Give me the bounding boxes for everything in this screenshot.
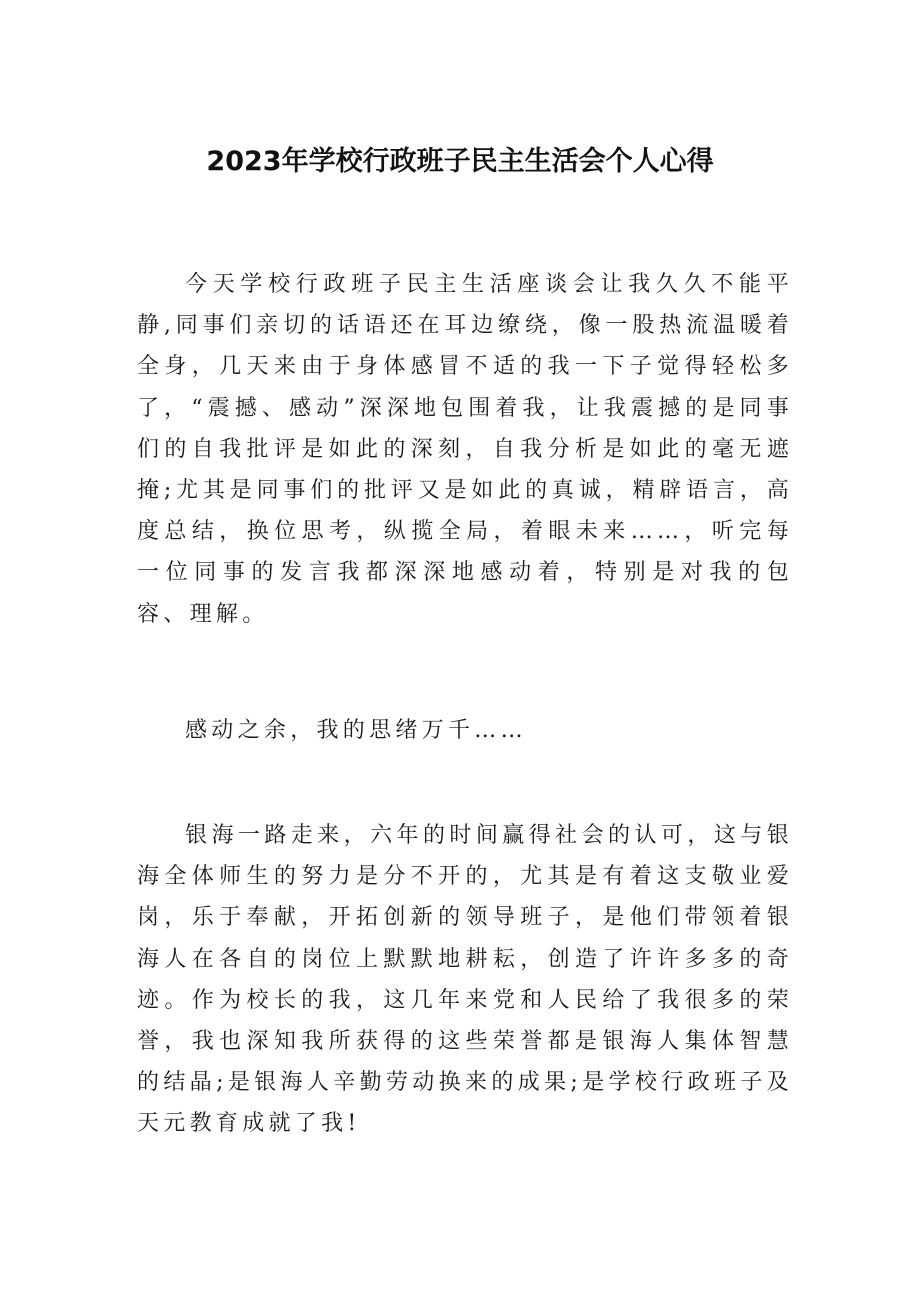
paragraph-2: 感动之余，我的思绪万千…… [185, 718, 527, 743]
paragraph-3: 银海一路走来，六年的时间赢得社会的认可，这与银海全体师生的努力是分不开的，尤其是有着这支敬业爱岗，乐于奉献，开拓创新的领导班子，是他们带领着银海人在各自的岗位上默默地耕耘，创造了许许多多的奇迹。作为校长的我，这几年来党和人民给了我很多的荣誉，我也深知我所获得的这些荣誉都是银海人集体智慧的结晶;是银海人辛勤劳动换来的成果;是学校行政班子及天元教育成就了我! [137, 823, 793, 1137]
document-title: 2023年学校行政班子民主生活会个人心得 [206, 146, 714, 177]
paragraph-1: 今天学校行政班子民主生活座谈会让我久久不能平静,同事们亲切的话语还在耳边缭绕，像一股热流温暖着全身，几天来由于身体感冒不适的我一下子觉得轻松多了，“震撼、感动”深深地包围着我，让我震撼的是同事们的自我批评是如此的深刻，自我分析是如此的毫无遮掩;尤其是同事们的批评又是如此的真诚，精辟语言，高度总结，换位思考，纵揽全局，着眼未来……，听完每一位同事的发言我都深深地感动着，特别是对我的包容、理解。 [137, 272, 793, 627]
